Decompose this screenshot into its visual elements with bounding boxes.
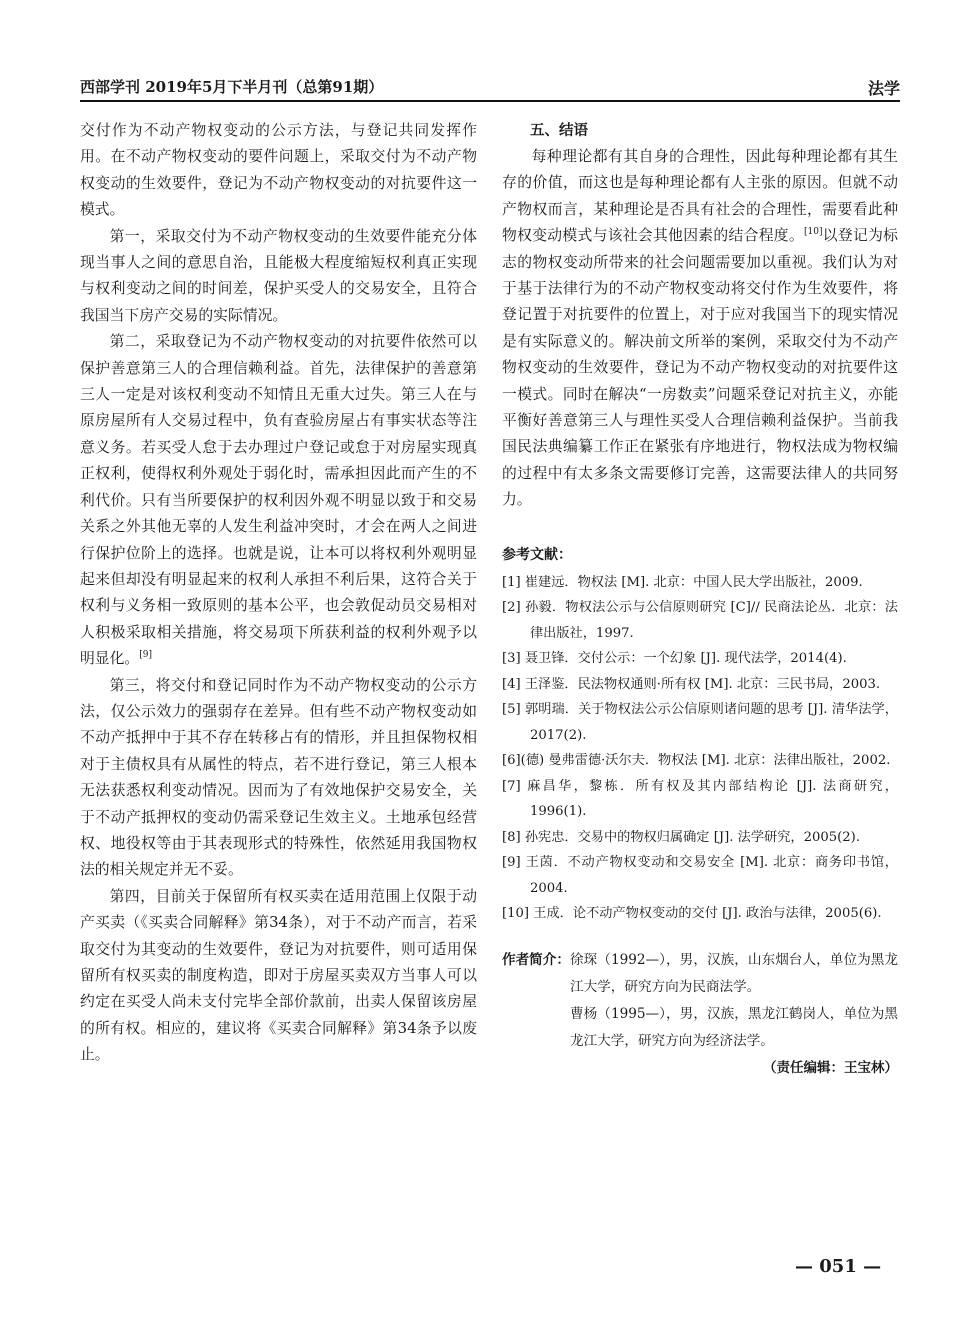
paragraph-text: 以登记为标志的物权变动所带来的社会问题需要加以重视。我们认为对于基于法律行为的不动产物权变动将交付作为生效要件，将登记置于对抗要件的位置上，对于应对我国当下的现实情况是有实际意义的。解决前文所举的案例，采取交付为不动产物权变动的生效要件，登记为不动产物权变动的对抗要件这一模式。同时在解决“一房数卖”问题采登记对抗主义，亦能平衡好善意第三人与理性买受人合理信赖利益保护。当前我国民法典编纂工作正在紧张有序地进行，物权法成为物权编的过程中有太多条文需要修订完善，这需要法律人的共同努力。 <box>502 227 898 509</box>
author-label: 作者简介： <box>502 951 570 968</box>
paragraph: 第一，采取交付为不动产物权变动的生效要件能充分体现当事人之间的意思自治，且能极大程度缩短权利真正实现与权利变动之间的时间差，保护买受人的交易安全，且符合我国当下房产交易的实际情况。 <box>80 227 477 324</box>
paragraph <box>80 329 477 672</box>
paragraph: 第三，将交付和登记同时作为不动产物权变动的公示方法，仅公示效力的强弱存在差异。但有些不动产物权变动如不动产抵押中于其不存在转移占有的情形，并且担保物权相对于主债权具有从属性的特点，若不进行登记，第三人根本无法获悉权利变动情况。因而为了有效地保护交易安全，关于不动产抵押权的变动仍需采登记生效主义。土地承包经营权、地役权等由于其表现形式的特殊性，依然延用我国物权法的相关规定并无不妥。 <box>80 676 477 879</box>
editor-note: （责任编辑：王宝林） <box>763 1059 898 1076</box>
reference-item: [9] 王茵．不动产物权变动和交易安全 [M]. 北京：商务印书馆，2004. <box>502 855 898 896</box>
author-bio: 徐琛（1992—），男，汉族，山东烟台人，单位为黑龙江大学，研究方向为民商法学。 <box>570 951 898 995</box>
section-heading: 五、结语 <box>530 123 588 139</box>
header-rule <box>80 100 900 102</box>
section-label: 法学 <box>867 79 900 98</box>
paragraph-text: 第二，采取登记为不动产物权变动的对抗要件依然可以保护善意第三人的合理信赖利益。首先，法律保护的善意第三人一定是对该权利变动不知情且无重大过失。第三人在与原房屋所有人交易过程中，负有查验房屋占有事实状态等注意义务。若买受人怠于去办理过户登记或怠于对房屋实现真正权利，使得权利外观处于弱化时，需承担因此而产生的不利代价。只有当所要保护的权利因外观不明显以致于和交易关系之外其他无辜的人发生利益冲突时，才会在两人之间进行保护位阶上的选择。也就是说，让本可以将权利外观明显起来但却没有明显起来的权利人承担不利后果，这符合关于权利与义务相一致原则的基本公平，也会敦促动员交易相对人积极采取相关措施，将交易项下所获利益的权利外观予以明显化。 <box>80 333 477 668</box>
left-column <box>80 118 477 1069</box>
reference-item: [6](德) 曼弗雷德·沃尔夫．物权法 [M]. 北京：法律出版社，2002. <box>502 753 891 769</box>
paragraph: 交付作为不动产物权变动的公示方法，与登记共同发挥作用。在不动产物权变动的要件问题上，采取交付为不动产物权变动的生效要件，登记为不动产物权变动的对抗要件这一模式。 <box>80 122 477 219</box>
paragraph-text: 每种理论都有其自身的合理性，因此每种理论都有其生存的价值，而这也是每种理论都有人主张的原因。但就不动产物权而言，某种理论是否具有社会的合理性，需要看此种物权变动模式与该社会其他因素的结合程度。 <box>502 148 898 245</box>
reference-item: [4] 王泽鉴．民法物权通则·所有权 [M]. 北京：三民书局，2003. <box>502 676 881 692</box>
references-heading: 参考文献： <box>502 546 572 563</box>
page-number: — 051 — <box>795 1256 882 1277</box>
journal-title: 西部学刊 2019年5月下半月刊（总第91期） <box>80 78 384 96</box>
reference-item: [8] 孙宪忠．交易中的物权归属确定 [J]. 法学研究，2005(2). <box>502 829 861 845</box>
reference-item: [3] 聂卫锋．交付公示：一个幻象 [J]. 现代法学，2014(4). <box>502 651 847 667</box>
paragraph <box>502 144 898 514</box>
author-bio: 曹杨（1995—），男，汉族，黑龙江鹤岗人，单位为黑龙江大学，研究方向为经济法学。 <box>570 1005 898 1049</box>
reference-item: [1] 崔建远．物权法 [M]. 北京：中国人民大学出版社，2009. <box>502 574 863 590</box>
author-info <box>502 947 898 1055</box>
reference-item: [5] 郭明瑞．关于物权法公示公信原则诸问题的思考 [J]. 清华法学，2017(2). <box>502 702 898 743</box>
citation-marker: [9] <box>139 650 152 661</box>
reference-list <box>502 570 898 927</box>
running-header <box>80 76 900 102</box>
reference-item: [2] 孙毅．物权法公示与公信原则研究 [C]// 民商法论丛．北京：法律出版社，1997. <box>502 600 898 641</box>
reference-item: [7] 麻昌华，黎栋．所有权及其内部结构论 [J]. 法商研究，1996(1). <box>502 778 898 820</box>
reference-item: [10] 王成．论不动产物权变动的交付 [J]. 政治与法律，2005(6). <box>502 906 882 922</box>
paragraph: 第四，目前关于保留所有权买卖在适用范围上仅限于动产买卖（《买卖合同解释》第34条），对于不动产而言，若采取交付为其变动的生效要件，登记为对抗要件，则可适用保留所有权买卖的制度构造，即对于房屋买卖双方当事人可以约定在买受人尚未支付完毕全部价款前，出卖人保留该房屋的所有权。相应的，建议将《买卖合同解释》第34条予以废止。 <box>80 887 477 1064</box>
citation-marker: [10] <box>804 227 823 238</box>
right-column <box>502 118 898 1081</box>
